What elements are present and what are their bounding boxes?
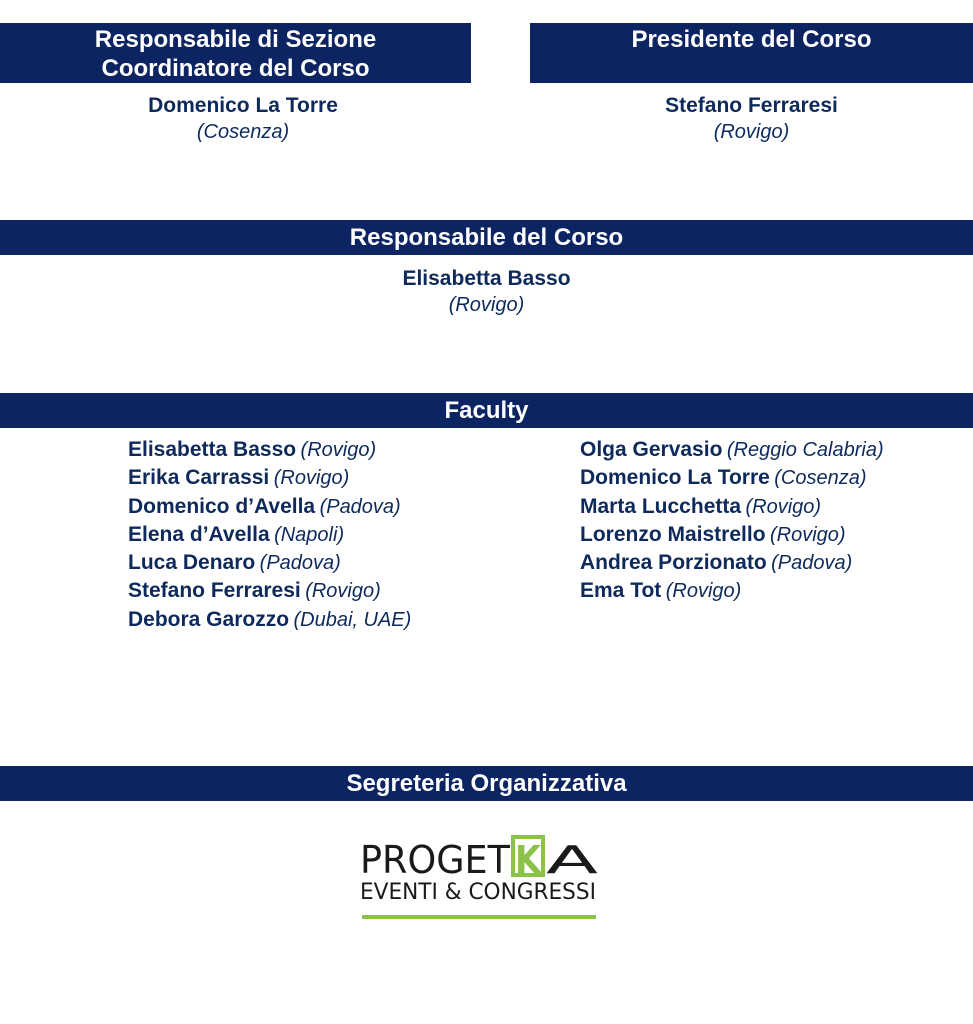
coordinator-title-line1: Responsabile di Sezione	[94, 26, 377, 53]
faculty-list-right	[580, 437, 884, 607]
faculty-member	[128, 550, 411, 578]
faculty-city: (Rovigo)	[305, 580, 381, 603]
secretariat-title: Segreteria Organizzativa	[346, 770, 627, 797]
faculty-name: Domenico d’Avella	[128, 494, 316, 518]
responsible-city: (Rovigo)	[448, 294, 525, 316]
faculty-city: (Padova)	[259, 552, 341, 575]
faculty-list-left	[128, 437, 411, 635]
faculty-name: Domenico La Torre	[580, 466, 770, 490]
faculty-member	[128, 494, 411, 522]
faculty-name: Elena d’Avella	[128, 522, 270, 546]
coordinator-name: Domenico La Torre	[148, 94, 338, 117]
faculty-name: Marta Lucchetta	[580, 494, 742, 518]
faculty-member	[580, 522, 884, 550]
coordinator-title-line2: Coordinatore del Corso	[101, 55, 370, 82]
faculty-name: Ema Tot	[580, 579, 662, 603]
faculty-city: (Rovigo)	[300, 439, 377, 461]
president-city: (Rovigo)	[713, 121, 790, 143]
faculty-member	[580, 494, 884, 522]
faculty-name: Olga Gervasio	[580, 438, 723, 461]
faculty-member	[128, 578, 411, 606]
coordinator-city: (Cosenza)	[196, 121, 290, 143]
faculty-name: Elisabetta Basso	[128, 438, 297, 461]
president-block	[530, 92, 973, 146]
responsible-block	[0, 265, 973, 319]
section-header-secretariat	[0, 766, 973, 801]
logo-text-before: PROGET	[360, 838, 511, 882]
faculty-city: (Cosenza)	[774, 467, 867, 490]
faculty-name: Luca Denaro	[128, 551, 256, 575]
faculty-city: (Padova)	[319, 495, 401, 518]
coordinator-block	[0, 92, 486, 146]
faculty-member	[128, 465, 411, 493]
faculty-city: (Reggio Calabria)	[726, 439, 884, 461]
responsible-name: Elisabetta Basso	[402, 267, 571, 290]
logo-text-after: A	[546, 838, 598, 882]
section-header-coordinator	[0, 23, 471, 83]
responsible-title: Responsabile del Corso	[349, 224, 624, 251]
faculty-name: Erika Carrassi	[128, 466, 270, 490]
faculty-name: Andrea Porzionato	[580, 551, 767, 575]
faculty-city: (Rovigo)	[665, 580, 742, 603]
logo-text-boxed: K	[515, 838, 543, 882]
faculty-city: (Rovigo)	[745, 495, 822, 518]
faculty-member	[580, 550, 884, 578]
faculty-member	[128, 522, 411, 550]
faculty-city: (Dubai, UAE)	[293, 608, 412, 631]
faculty-city: (Rovigo)	[273, 467, 350, 490]
faculty-member	[580, 437, 884, 465]
faculty-name: Stefano Ferraresi	[128, 579, 301, 603]
faculty-city: (Rovigo)	[769, 523, 846, 546]
section-header-president	[530, 23, 973, 83]
faculty-city: (Padova)	[771, 552, 853, 575]
faculty-member	[128, 437, 411, 465]
faculty-name: Lorenzo Maistrello	[580, 522, 766, 546]
progetka-logo	[360, 835, 600, 925]
faculty-name: Debora Garozzo	[128, 607, 290, 631]
logo-tagline: EVENTI & CONGRESSI	[360, 880, 596, 905]
faculty-member	[128, 607, 411, 635]
faculty-title: Faculty	[444, 397, 529, 424]
logo-underline	[362, 915, 596, 919]
faculty-member	[580, 578, 884, 606]
faculty-member	[580, 465, 884, 493]
president-title: Presidente del Corso	[631, 26, 872, 53]
president-name: Stefano Ferraresi	[665, 94, 838, 117]
section-header-responsible	[0, 220, 973, 255]
section-header-faculty	[0, 393, 973, 428]
faculty-city: (Napoli)	[274, 523, 345, 546]
